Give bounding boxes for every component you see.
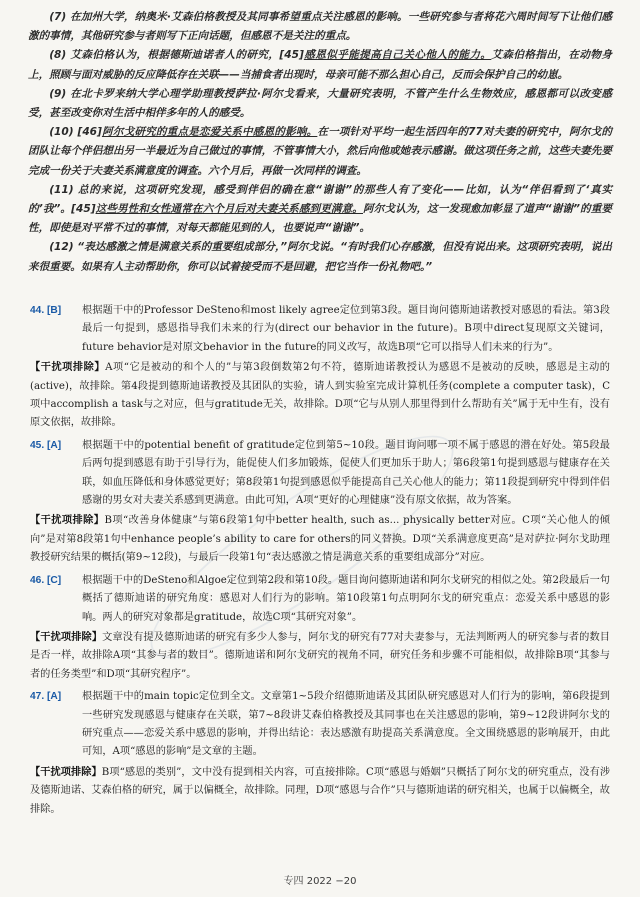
answer-explanations	[30, 302, 610, 823]
paragraph-7: (7) 在加州大学，纳奥米·艾森伯格教授及其同事希望重点关注感恩的影响。一些研究参与者将花六周时间写下让他们感激的事情，其他研究参与者则写下正向话题，但感恩不是关注的重点。	[28, 11, 612, 43]
p8-pre: (8) 艾森伯格认为，根据德斯迪诺者人的研究，[45]	[49, 49, 304, 62]
p8-underline: 感恩似乎能提高自己关心他人的能力。	[303, 49, 492, 62]
distractor-text: B项“感恩的类别”，文中没有提到相关内容，可直接排除。C项“感恩与婚姻”只概括了阿尔戈的研究重点，没有涉及德斯迪诺、艾森伯格的研究，属于以偏概全，故排除。同理，D项“感恩与合作”只与德斯迪诺的研究相关，也属于以偏概全，故排除。	[30, 766, 611, 815]
distractor-text: A项“它是被动的和个人的”与第3段倒数第2句不符，德斯迪诺教授认为感恩不是被动的反映，感恩是主动的(active)，故排除。第4段提到德斯迪诺教授及其团队的实验，请人到实验室完成计算机任务(complete a computer task)，C项中accomplish a task与之对应，但与gratitude无关，故排除。D项“它与从别人那里得到什么帮助有关”属于无中生有，没有原文依据，故排除。	[30, 362, 610, 429]
answer-explanation: 根据题干中的potential benefit of gratitude定位到第5~10段。题目询问哪一项不属于感恩的潜在好处。第5段最后两句提到感恩有助于引导行为，能促使人们多加锻炼，促使人们更加乐于助人；第6段第1句提到感恩与健康存在关联，如血压降低和身体感觉更好；第8段第1句提到感恩似乎能提高自己关心他人的能力；第11段提到研究中得到伴侣感谢的男女对夫妻关系感到更满意。由此可知，A项“更好的心理健康”没有原文依据，故为答案。	[82, 439, 610, 507]
paragraph-10	[28, 123, 612, 181]
distractor-tag: 【干扰项排除】	[30, 515, 105, 527]
answer-47	[30, 688, 610, 762]
answer-46	[30, 572, 610, 627]
p10-post: 在一项针对平均一起生活四年的77对夫妻的研究中，阿尔戈的团队让每个伴侣想出另一半最近为自己做过的事情，不管事情大小，然后向他或她表示感谢。做这项任务之前，这些夫妻先要完成一份关于夫妻关系满意度的调查。六个月后，再做一次同样的调查。	[28, 126, 612, 177]
p10-underline: 阿尔戈研究的重点是恋爱关系中感恩的影响。	[101, 126, 318, 139]
p8-post: 艾森伯格指出，在动物身上，照顾与面对威胁的反应降低存在关联——当捕食者出现时，母亲可能不那么担心自己，反而会保护自己的幼崽。	[28, 49, 613, 81]
answer-45	[30, 437, 610, 511]
answer-number: 46. [C]	[30, 574, 62, 586]
paragraph-12: (12) “表达感激之情是满意关系的重要组成部分，”阿尔戈说。“有时我们心存感激，但没有说出来。这项研究表明，说出来很重要。如果有人主动帮助你，你可以试着接受而不是回避，把它当作一份礼物吧。”	[28, 241, 612, 273]
page-footer: 专四 2022 −20	[283, 876, 357, 887]
answer-explanation: 根据题干中的Professor DeSteno和most likely agree定位到第3段。题目询问德斯迪诺教授对感恩的看法。第3段最后一句提到，感恩指导我们未来的行为(direct our behavior in the future)。B项中direct复现原文关键词，future behavior是对原文behavior in the future的同义改写，故选B项“它可以指导人们未来的行为”。	[82, 305, 610, 353]
answer-number: 47. [A]	[30, 691, 62, 703]
p10-pre: (10) [46]	[49, 126, 102, 139]
answer-explanation: 根据题干中的DeSteno和Algoe定位到第2段和第10段。题目询问德斯迪诺和阿尔戈研究的相似之处。第2段最后一句概括了德斯迪诺的研究角度：感恩对人们行为的影响。第10段第1句点明阿尔戈的研究重点：恋爱关系中感恩的影响。两人的研究对象都是gratitude，故选C项“其研究对象”。	[82, 574, 610, 623]
distractor-44	[30, 359, 610, 433]
paragraph-8	[28, 46, 612, 84]
distractor-47	[30, 764, 610, 819]
answer-number: 45. [A]	[30, 439, 62, 451]
distractor-text: 文章没有提及德斯迪诺的研究有多少人参与，阿尔戈的研究有77对夫妻参与，无法判断两人的研究参与者的数目是否一样，故排除A项“其参与者的数目”。德斯迪诺和阿尔戈研究的视角不同，研究任务和步骤不可能相似，故排除B项“其参与者的任务类型”和D项“其研究程序”。	[30, 631, 610, 680]
p11-underline: 这些男性和女性通常在六个月后对夫妻关系感到更满意。	[95, 203, 363, 216]
distractor-text: B项“改善身体健康”与第6段第1句中better health, such as... physically better对应。C项“关心他人的倾向”是对第8段第1句中enhance people’s ability to care for others的同义替换。D项“关系满意度更高”是对萨拉·阿尔戈助理教授研究结果的概括(第9~12段)，与最后一段第1句“表达感激之情是满意关系的重要组成部分”对应。	[30, 515, 610, 564]
distractor-tag: 【干扰项排除】	[30, 362, 106, 374]
p11-post: 阿尔戈认为，这一发现愈加彰显了道声“谢谢”的重要性，即使是对平常不过的事情，对每天都能见到的人，也要说声“谢谢”。	[28, 203, 612, 235]
p11-pre: (11) 总的来说，这项研究发现，感受到伴侣的确在意“谢谢”的那些人有了变化——比如，认为“伴侣看到了‘真实的’我”。[45]	[28, 183, 612, 216]
translation-section	[28, 8, 612, 277]
paragraph-11	[28, 181, 612, 239]
answer-explanation: 根据题干中的main topic定位到全文。文章第1~5段介绍德斯迪诺及其团队研究感恩对人们行为的影响，第6段提到一些研究发现感恩与健康存在关联，第7~8段讲艾森伯格教授及其同事也在关注感恩的影响，第9~12段讲阿尔戈的研究重点——恋爱关系中感恩的影响，并得出结论：表达感激有助提高关系满意度。全文围绕感恩的影响展开，由此可知，A项“感恩的影响”是文章的主题。	[82, 691, 610, 758]
answer-44	[30, 302, 610, 357]
answer-number: 44. [B]	[30, 305, 62, 316]
distractor-tag: 【干扰项排除】	[30, 766, 102, 778]
paragraph-9: (9) 在北卡罗来纳大学心理学助理教授萨拉·阿尔戈看来，大量研究表明，不管产生什么生物效应，感恩都可以改变感受，甚至改变你对生活中相伴多年的人的感受。	[28, 87, 612, 120]
distractor-45	[30, 512, 610, 567]
distractor-tag: 【干扰项排除】	[30, 631, 103, 643]
distractor-46	[30, 629, 610, 684]
